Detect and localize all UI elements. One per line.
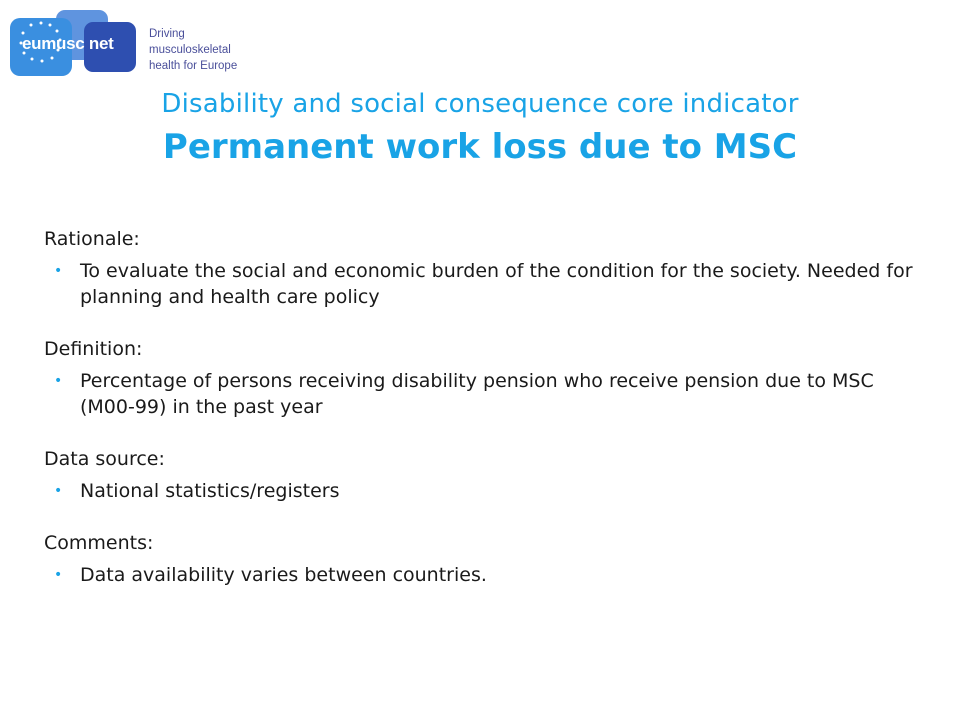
logo-tagline-line1: Driving musculoskeletal <box>149 28 231 56</box>
bullet-item <box>44 368 924 420</box>
bullet-text: National statistics/registers <box>80 480 340 502</box>
bullet-icon: • <box>54 263 63 279</box>
slide-body <box>44 226 924 614</box>
bullet-icon: • <box>54 373 63 389</box>
section-rationale <box>44 226 924 310</box>
section-heading: Comments: <box>44 532 154 554</box>
section-data-source <box>44 446 924 504</box>
bullet-text: Data availability varies between countries. <box>80 564 487 586</box>
section-heading: Data source: <box>44 448 165 470</box>
logo-tagline-line2: health for Europe <box>149 60 238 72</box>
section-comments <box>44 530 924 588</box>
section-heading: Rationale: <box>44 228 140 250</box>
section-heading: Definition: <box>44 338 143 360</box>
logo-wordmark: eumusc net <box>22 34 114 53</box>
bullet-item <box>44 258 924 310</box>
bullet-text: Percentage of persons receiving disability pension who receive pension due to MSC (M00-99) in the past year <box>80 370 874 418</box>
bullet-item <box>44 562 924 588</box>
logo-tagline <box>149 26 268 74</box>
bullet-icon: • <box>54 567 63 583</box>
slide-title <box>0 84 960 170</box>
title-category: Disability and social consequence core indicator <box>161 89 799 119</box>
section-definition <box>44 336 924 420</box>
eumusc-logo <box>8 8 268 80</box>
bullet-text: To evaluate the social and economic burden of the condition for the society. Needed for planning and health care policy <box>80 260 913 308</box>
bullet-item <box>44 478 924 504</box>
bullet-icon: • <box>54 483 63 499</box>
title-indicator: Permanent work loss due to MSC <box>162 127 798 167</box>
